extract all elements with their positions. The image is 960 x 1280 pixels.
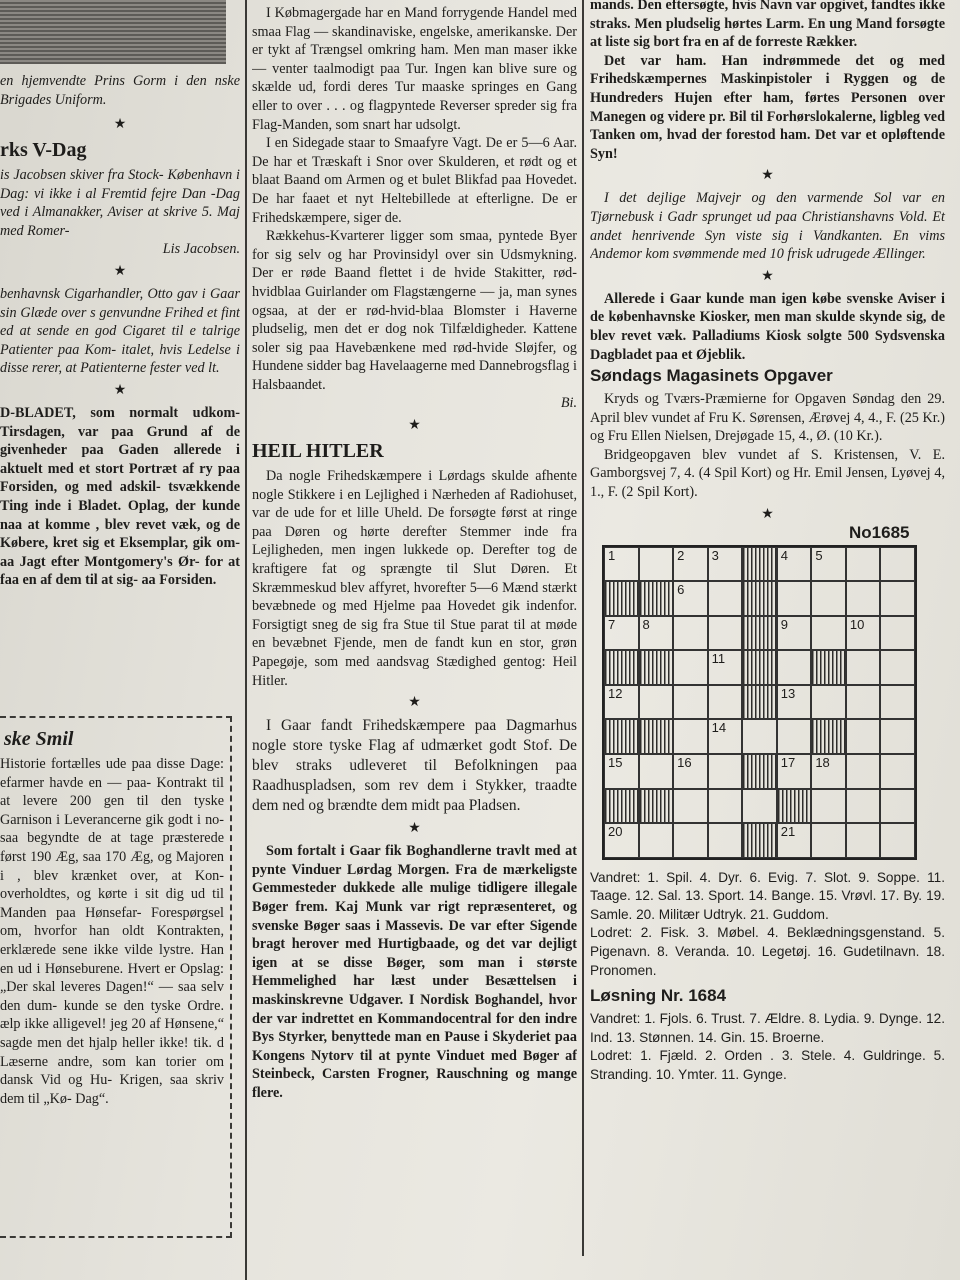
crossword-number: No1685: [849, 522, 910, 542]
crossword-cell-number: 5: [815, 547, 823, 563]
crossword-cell: [673, 616, 708, 651]
boxed-article-heading: ske Smil: [4, 728, 74, 750]
crossword: [596, 522, 926, 869]
article-paragraph: I Købmagergade har en Mand forrygende Handel med smaa Flag — skandinaviske, engelske, amerikanske. Der er tykt af Trængsel omkring ham. Men man maser ikke — venter taalmodigt paa Tur. Ingen kan blive sure og skælde ud, fordi deres Tur maaske springes en Gang eller to over . . . og flagpyntede Reverser spreder sig fra Flag-Manden, som snart har udsolgt.: [252, 5, 577, 133]
crossword-cell: [846, 685, 881, 720]
crossword-black-cell: [604, 789, 639, 824]
article-paragraph: mands. Den eftersøgte, hvis Navn var opgivet, fandtes ikke straks. Men pludselig hørtes Larm. En ung Mand forsøgte at liste sig bort fra en af de forreste Rækker.: [590, 0, 945, 51]
solution-down: Lodret: 1. Fjæld. 2. Orden . 3. Stele. 4. Guldringe. 5. Stranding. 10. Ymter. 11. Gynge.: [590, 1048, 945, 1082]
crossword-cell: [708, 581, 743, 616]
article-paragraph: I det dejlige Majvejr og den varmende Sol var en Tjørnebusk i Gadr sprunget ud paa Christianshavns Vold. Et andet henrivende Syn viste sig i Vandkanten. En vims Andemor kom svømmende med 10 frisk udrugede Ællinger.: [590, 190, 945, 263]
crossword-black-cell: [639, 789, 674, 824]
crossword-cell: [846, 616, 881, 651]
article-heading-heil-hitler: HEIL HITLER: [252, 440, 384, 463]
crossword-black-cell: [742, 581, 777, 616]
crossword-cell: [846, 650, 881, 685]
crossword-clues-down: Lodret: 2. Fisk. 3. Møbel. 4. Beklædningsgenstand. 5. Pigenavn. 8. Veranda. 10. Legetøj. 16. Gudetilnavn. 18. Pronomen.: [590, 925, 945, 978]
article-paragraph: I Gaar fandt Frihedskæmpere paa Dagmarhus nogle store tyske Flag af udmærket godt Stof. De blev straks udleveret til Befolkningen paa Raadhuspladsen, som rev dem i Stykker, traadte dem ned og brændte dem midt paa Pladsen.: [252, 717, 577, 815]
crossword-cell: [742, 719, 777, 754]
middle-column-body: [252, 4, 577, 1103]
crossword-black-cell: [742, 650, 777, 685]
separator-star: ★: [113, 263, 127, 279]
crossword-cell-number: 13: [780, 685, 796, 701]
crossword-cell: [777, 823, 812, 858]
crossword-cell: [604, 823, 639, 858]
crossword-cell: [673, 754, 708, 789]
crossword-cell: [777, 719, 812, 754]
separator-star: ★: [408, 418, 421, 434]
crossword-black-cell: [742, 823, 777, 858]
crossword-black-cell: [811, 719, 846, 754]
crossword-black-cell: [777, 789, 812, 824]
crossword-cell-number: 12: [608, 685, 623, 701]
middle-column: [252, 0, 577, 1280]
crossword-cell: [708, 616, 743, 651]
crossword-cell: [673, 719, 708, 754]
news-photo: [0, 0, 226, 64]
crossword-cell: [777, 685, 812, 720]
crossword-cell: [639, 547, 674, 582]
separator-star: ★: [761, 168, 774, 184]
crossword-cell-number: 16: [677, 754, 692, 770]
crossword-black-cell: [742, 685, 777, 720]
crossword-black-cell: [639, 581, 674, 616]
crossword-cell: [880, 823, 915, 858]
crossword-cell: [880, 547, 915, 582]
left-column: [0, 0, 240, 1280]
crossword-cell: [880, 789, 915, 824]
crossword-black-cell: [742, 547, 777, 582]
crossword-cell: [880, 719, 915, 754]
crossword-cell: [846, 581, 881, 616]
crossword-cell: [811, 616, 846, 651]
article-paragraph: Da nogle Frihedskæmpere i Lørdags skulde afhente nogle Stikkere i en Lejlighed i Nærheden af Radiohuset, var de ude for et lille Uheld. De forsøgte først at ringe paa Døren og hørte derefter Stemmer inde fra Lejligheden, men ingen lukkede op. Derefter tog de kraftigere fat og sprængte til Slut Døren. Et Skræmmeskud blev affyret, hvorefter 5—6 Mænd stærkt bevæbnede og med Hjelme paa Hovedet gik indenfor. Forsigtigt sneg de sig fra Stue til Stue parat til at møde en bevæbnet Fjende, men de fandt kun en stor, grøn Papegøje, som med aandsvag Stædighed gentog: Heil Hitler.: [252, 468, 577, 689]
crossword-cell: [708, 719, 743, 754]
boxed-article-text: Historie fortælles ude paa disse Dage: efarmer havde en — paa- Kontrakt til at levere 200 gen til den tyske Garnison i Leverancerne gik godt i no- saa begyndte de at tage præsterede først 190 Æg, saa 170 Æg, og Majoren i , blev krænket over, at Kon- overholdtes, og kørte i sit dig ud til Manden paa Hønsefar- Forespørgsel om, hvorfor han oldt Kontrakten, erklærede sene ikke vilde lystre. Han en ud i Hønseburene. Hvert er Opslag: „Der skal leveres Dagen!“ — saa selv den dum- kunde se den tyske Ordre. ælp ikke alligevel! jeg 20 af Hønsene,“ sagde men det hjalp heller ikke! tik. d Læserne andre, som kan torier om dansk Vid og Hu- Krigen, saa skriv dem til „Kø- Dag“.: [0, 756, 224, 1107]
solution-heading: Løsning Nr. 1684: [590, 986, 727, 1006]
crossword-cell-number: 20: [608, 824, 623, 840]
crossword-cell: [742, 789, 777, 824]
crossword-cell: [777, 547, 812, 582]
crossword-cell: [880, 754, 915, 789]
crossword-cell: [777, 650, 812, 685]
crossword-black-cell: [742, 616, 777, 651]
right-column: [590, 0, 950, 1280]
crossword-cell-number: 2: [677, 547, 685, 563]
article-paragraph: Rækkehus-Kvarterer ligger som smaa, pyntede Byer for sig selv og har Provinsidyl over sin Udsmykning. Der er røde Baand flettet i de hvide Stakitter, rød-hvidblaa Guirlander om Flagstængerne — ja, man synes ogsaa, at der er rød-hvid-blaa Blomster i Haverne pludselig, men det er dog nok Tilfældigheder. Kattene soler sig paa Havebænkene med rød-hvide Sløjfer, og Hundene sidder bag Havelaagerne med Dannebrogsflag i Halsbaandet.: [252, 228, 577, 393]
crossword-cell: [708, 547, 743, 582]
crossword-cell: [811, 685, 846, 720]
article-paragraph: Bridgeopgaven blev vundet af S. Kristensen, V. E. Gamborgsvej 7, 4. (4 Spil Kort) og Hr. Emil Jensen, Lyøvej 4, 1., F. (2 Spil Kort).: [590, 446, 945, 501]
photo-caption: en hjemvendte Prins Gorm i den nske Brigades Uniform.: [0, 73, 240, 108]
article-paragraph: is Jacobsen skiver fra Stock- København i Dag: vi ikke i al Fremtid fejre Dan -Dag ved i Almanakker, Aviser at skrive 5. Maj med Romer-: [0, 167, 240, 239]
crossword-cell: [811, 581, 846, 616]
article-paragraph: Kryds og Tværs-Præmierne for Opgaven Søndag den 29. April blev vundet af Fru K. Sørensen, Ærøvej 4, 4., F. (25 Kr.) og Fru Ellen Nielsen, Drejøgade 15, 4., Ø. (10 Kr.).: [590, 391, 945, 445]
crossword-cell-number: 3: [711, 547, 719, 563]
crossword-cell: [639, 616, 674, 651]
crossword-cell: [811, 754, 846, 789]
crossword-cell: [604, 754, 639, 789]
crossword-cell: [880, 650, 915, 685]
crossword-grid: [602, 545, 917, 860]
crossword-cell: [708, 685, 743, 720]
crossword-cell-number: 9: [780, 616, 788, 632]
crossword-cell-number: 17: [780, 754, 796, 770]
article-paragraph: benhavnsk Cigarhandler, Otto gav i Gaar sin Glæde over s genvundne Frihed et fint ed at sende en god Cigaret til e talrige Patienter paa Kom- italet, hvis Ledelse i disse rerer, at Patienterne fester ved lt.: [0, 285, 240, 377]
article-paragraph: Allerede i Gaar kunde man igen købe svenske Aviser i de københavnske Kiosker, men man skulde skynde sig, de blev revet væk. Palladiums Kiosk solgte 500 Sydsvenska Dagbladet paa et Øjeblik.: [590, 290, 945, 363]
crossword-cell: [811, 789, 846, 824]
separator-star: ★: [408, 821, 421, 837]
crossword-cell: [673, 547, 708, 582]
separator-star: ★: [408, 695, 421, 711]
crossword-black-cell: [604, 650, 639, 685]
separator-star: ★: [761, 506, 774, 522]
crossword-cell: [846, 719, 881, 754]
article-paragraph: Det var ham. Han indrømmede det og med Frihedskæmpernes Maskinpistoler i Ryggen og de Hundreders Hujen efter ham, førtes Personen over Manegen og videre pr. Bil til Forhørslokalerne, ligbleg ved Tanken om, hvad der forestod ham. Det var et opløftende Syn!: [590, 52, 945, 162]
right-column-body: [590, 0, 945, 1085]
crossword-cell: [639, 823, 674, 858]
crossword-cell: [673, 789, 708, 824]
crossword-cell: [708, 650, 743, 685]
crossword-black-cell: [604, 581, 639, 616]
article-paragraph: I en Sidegade staar to Smaafyre Vagt. De er 5—6 Aar. De har et Træskaft i Snor over Skulderen, et rødt og et blaat Baand om Armen og et bulet Blikfad paa Hovedet. De har faaet et nyt Heltebillede at efterligne. De er Frihedskæmpere, siger de.: [252, 135, 577, 226]
crossword-black-cell: [639, 650, 674, 685]
crossword-clues-across: Vandret: 1. Spil. 4. Dyr. 6. Evig. 7. Slot. 9. Soppe. 11. Taage. 12. Sal. 13. Sport. 14. Bange. 15. Vrøvl. 17. By. 19. Samle. 20. Militær Udtryk. 21. Guddom.: [590, 869, 945, 922]
crossword-cell: [811, 547, 846, 582]
crossword-cell: [777, 616, 812, 651]
crossword-cell: [708, 789, 743, 824]
crossword-cell: [604, 685, 639, 720]
crossword-cell: [846, 823, 881, 858]
crossword-cell-number: 21: [780, 824, 796, 840]
crossword-black-cell: [639, 719, 674, 754]
crossword-cell: [708, 754, 743, 789]
crossword-cell: [880, 685, 915, 720]
crossword-cell-number: 7: [608, 616, 616, 632]
crossword-cell: [846, 754, 881, 789]
article-signature: Lis Jacobsen.: [162, 241, 240, 258]
crossword-black-cell: [811, 650, 846, 685]
crossword-cell-number: 10: [849, 616, 865, 632]
crossword-cell: [604, 616, 639, 651]
article-paragraph: Som fortalt i Gaar fik Boghandlerne travlt med at pynte Vinduer Lørdag Morgen. Fra de mærkeligste Gemmesteder dukkede alle mulige tidligere illegale Bøger frem. Kaj Munk var rigt repræsenteret, og svenske Bøger saas i Massevis. De var efter Sigende bragt herover med Hurtigbaade, og det var dejligt igen at se disse Bøger, som man i største Hemmelighed har læst under Besættelsen i maskinskrevne Udgaver. I Nordisk Boghandel, hvor der var indrettet en Kommandocentral for den indre Bys Styrker, benyttede man en Pause i Skyderiet paa Kongens Nytorv til at pynte Vinduet med Bøger af Steinbeck, Carsten Frogner, Rauschning og mange flere.: [252, 843, 577, 1101]
separator-star: ★: [113, 117, 127, 132]
crossword-cell: [673, 823, 708, 858]
crossword-cell-number: 6: [677, 582, 685, 598]
crossword-cell: [604, 547, 639, 582]
boxed-article: [0, 716, 232, 1238]
crossword-cell: [880, 616, 915, 651]
crossword-cell-number: 11: [711, 651, 726, 667]
crossword-cell: [880, 581, 915, 616]
crossword-cell: [673, 581, 708, 616]
crossword-cell: [846, 547, 881, 582]
separator-star: ★: [761, 268, 774, 284]
crossword-cell-number: 15: [608, 754, 623, 770]
crossword-cell: [673, 650, 708, 685]
crossword-cell-number: 8: [642, 616, 650, 632]
crossword-cell: [846, 789, 881, 824]
section-heading-opgaver: Søndags Magasinets Opgaver: [590, 366, 833, 386]
crossword-cell: [639, 754, 674, 789]
column-rule: [582, 0, 584, 1256]
crossword-cell: [708, 823, 743, 858]
separator-star: ★: [113, 382, 127, 398]
column-rule: [245, 0, 247, 1280]
solution-across: Vandret: 1. Fjols. 6. Trust. 7. Ældre. 8. Lydia. 9. Dynge. 12. Ind. 13. Stønnen. 14. Gin. 15. Broerne.: [590, 1011, 945, 1045]
crossword-cell: [673, 685, 708, 720]
crossword-cell-number: 4: [780, 547, 788, 563]
left-column-body: [0, 112, 240, 590]
crossword-cell: [639, 685, 674, 720]
article-signature: Bi.: [560, 395, 577, 412]
crossword-cell: [811, 823, 846, 858]
crossword-black-cell: [604, 719, 639, 754]
crossword-cell: [777, 754, 812, 789]
crossword-cell-number: 1: [608, 547, 616, 563]
crossword-cell-number: 18: [815, 754, 830, 770]
crossword-cell: [777, 581, 812, 616]
crossword-cell-number: 14: [711, 720, 727, 736]
article-paragraph: D-BLADET, som normalt udkom- Tirsdagen, var paa Grund af de givenheder paa Gaden allerede i aktuelt med et stort Portræt af ry paa Forsiden, og med adskil- tsvækkende Ting inde i Bladet. Oplag, der kunde naa at komme , blev revet væk, og de Købere, kret sig et Eksemplar, gik om- aa Jagt efter Montgomery's Ør- for at faa en af dem til at sig- aa Forsiden.: [0, 404, 240, 589]
crossword-black-cell: [742, 754, 777, 789]
article-heading-v-dag: rks V-Dag: [0, 139, 87, 161]
